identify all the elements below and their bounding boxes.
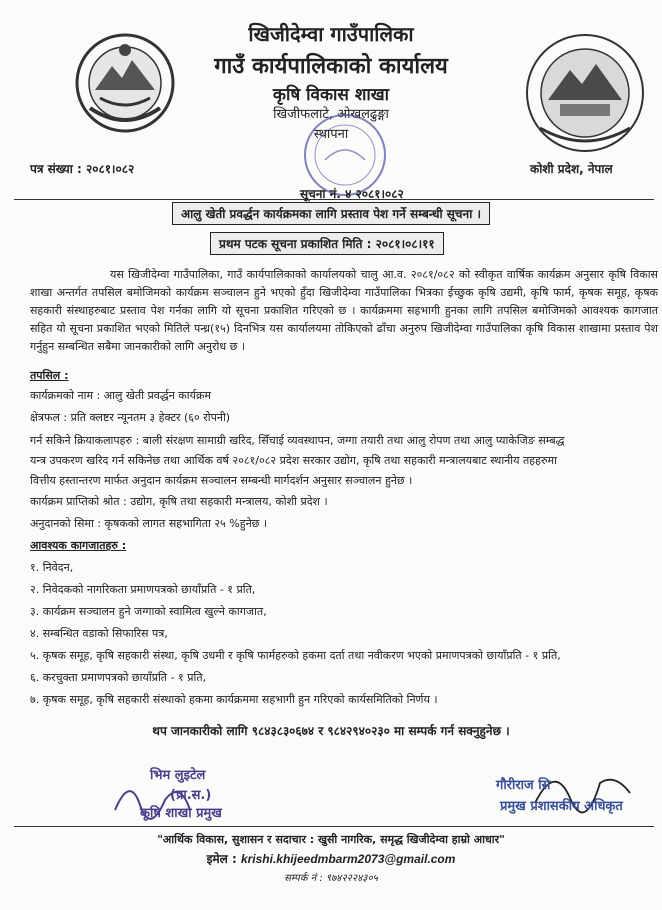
detail-activities-cont2: वित्तीय हस्तान्तरण मार्फत अनुदान कार्यक्रम सञ्चालन सम्बन्धी मार्गदर्शन अनुसार सञ्चालन हुनेछ । <box>30 474 413 487</box>
officer-right-title: प्रमुख प्रशासकीय अधिकृत <box>500 799 623 814</box>
header-section: कृषि विकास शाखा <box>272 85 390 105</box>
detail-activities: गर्न सकिने क्रियाकलापहरु : बाली संरक्षण सामाग्री खरिद, सिँचाई व्यवस्थापन, जग्गा तयारी तथा आलु रोपण तथा आलु प्याकेजिङ सम्बद्ध <box>30 434 565 447</box>
detail-activities-cont: यन्त्र उपकरण खरिद गर्न सकिनेछ तथा आर्थिक वर्ष २०८१/०८२ प्रदेश सरकार उद्योग, कृषि तथा सहकारी मन्त्रालयबाट स्थानीय तहहरुमा <box>30 454 557 467</box>
doc-item: ६. करचुक्ता प्रमाणपत्रको छायाँप्रति - १ प्रति, <box>30 671 207 684</box>
province-label: कोशी प्रदेश, नेपाल <box>530 162 613 176</box>
email-link[interactable]: krishi.khijeedmbarm2073@gmail.com <box>240 852 456 866</box>
detail-source: कार्यक्रम प्राप्तिको श्रोत : उद्योग, कृषि तथा सहकारी मन्त्रालय, कोशी प्रदेश । <box>30 495 328 508</box>
notice-number: सूचना नं. ४ २०८१।०८२ <box>300 187 404 201</box>
header-divider <box>14 199 654 200</box>
officer-left-grade: (प्रा.स.) <box>170 788 212 803</box>
header-office: गाउँ कार्यपालिकाको कार्यालय <box>214 54 448 79</box>
detail-program-name: कार्यक्रमको नाम : आलु खेती प्रवर्द्धन कार्यक्रम <box>30 389 212 402</box>
tapsil-heading: तपसिल : <box>30 369 69 382</box>
footer-email-line <box>0 850 662 867</box>
doc-item: २. निवेदकको नागरिकता प्रमाणपत्रको छायाँप्रति - १ प्रति, <box>30 583 256 596</box>
doc-item: १. निवेदन, <box>30 561 74 574</box>
email-label: इमेल : <box>206 852 237 866</box>
contact-line: थप जानकारीको लागि ९८४३८३०६७४ र ९८४२९४०२३० मा सम्पर्क गर्न सक्नुहुनेछ । <box>152 724 510 738</box>
header-established: स्थापना <box>313 127 349 142</box>
doc-item: ५. कृषक समूह, कृषि सहकारी संस्था, कृषि उधमी र कृषि फार्महरुको हकमा दर्ता तथा नवीकरण भएको प्रमाणपत्रको छायाँप्रति - १ प्रति, <box>30 649 561 662</box>
footer-divider <box>14 826 654 827</box>
officer-left-name: भिम लुइटेल <box>150 768 206 783</box>
detail-grant-limit: अनुदानको सिमा : कृषकको लागत सहभागिता २५ %हुनेछ । <box>30 517 268 530</box>
officer-left-title: कृषि शाखा प्रमुख <box>140 806 222 821</box>
publish-date-box: प्रथम पटक सूचना प्रकाशित मिति : २०८१।०८।११ <box>210 232 444 255</box>
notice-paragraph: यस खिजीदेम्वा गाउँपालिका, गाउँ कार्यपालिकाको कार्यालयको चालु आ.व. २०८१/०८२ को स्वीकृत वार्षिक कार्यक्रम अनुसार कृषि विकास शाखा अन्तर्गत तपसिल बमोजिमको कार्यक्रम सञ्चालन हुने भएको हुँदा खिजीदेम्वा गाउँपालिका भित्रका ईच्छुक कृषि उद्यमी, कृषि फार्म, कृषक समूह, कृषक सहकारी संस्थाहरुबाट प्रस्ताव पेश गर्नका लागि यो सूचना प्रकाशित गरिएको छ । कार्यक्रममा सहभागी हुनका लागि तपसिल बमोजिमको आवश्यक कागजात सहित यो सूचना प्रकाशित भएको मितिले पन्ध्र(१५) दिनभित्र यस कार्यालयमा तोकिएको ढाँचा अनुरुप खिजीदेम्वा गाउँपालिका कृषि विकास शाखामा प्रस्ताव पेश गर्नुहुन सम्बन्धित सबैमा जानकारीको लागि अनुरोध छ । <box>30 268 658 353</box>
reference-number: पत्र संख्या : २०८१।०८२ <box>30 162 135 176</box>
header-address: खिजीफलाटे, ओखलढुङ्गा <box>273 107 389 122</box>
doc-item: ४. सम्बन्धित वडाको सिफारिस पत्र, <box>30 627 168 640</box>
subject-box: आलु खेती प्रवर्द्धन कार्यक्रमका लागि प्रस्ताव पेश गर्ने सम्बन्धी सूचना । <box>172 202 490 225</box>
doc-item: ७. कृषक समूह, कृषि सहकारी संस्थाको हकमा कार्यक्रममा सहभागी हुन गरिएको कार्यसमितिको निर्णय । <box>30 693 438 706</box>
footer-phone: सम्पर्क नं : ९७४२२२४३०५ <box>284 873 378 884</box>
header-municipality: खिजीदेम्वा गाउँपालिका <box>248 22 414 46</box>
officer-right-name: गौरीराज सि <box>496 778 551 793</box>
docs-heading: आवश्यक कागजातहरु : <box>30 539 127 552</box>
detail-area: क्षेत्रफल : प्रति क्लष्टर न्यूनतम ३ हेक्टर (६० रोपनी) <box>30 411 231 424</box>
doc-item: ३. कार्यक्रम सञ्चालन हुने जग्गाको स्वामित्व खुल्ने कागजात, <box>30 605 267 618</box>
footer-slogan: "आर्थिक विकास, सुशासन र सदाचार : खुसी नागरिक, समृद्ध खिजीदेम्वा हाम्रो आधार" <box>157 833 505 846</box>
